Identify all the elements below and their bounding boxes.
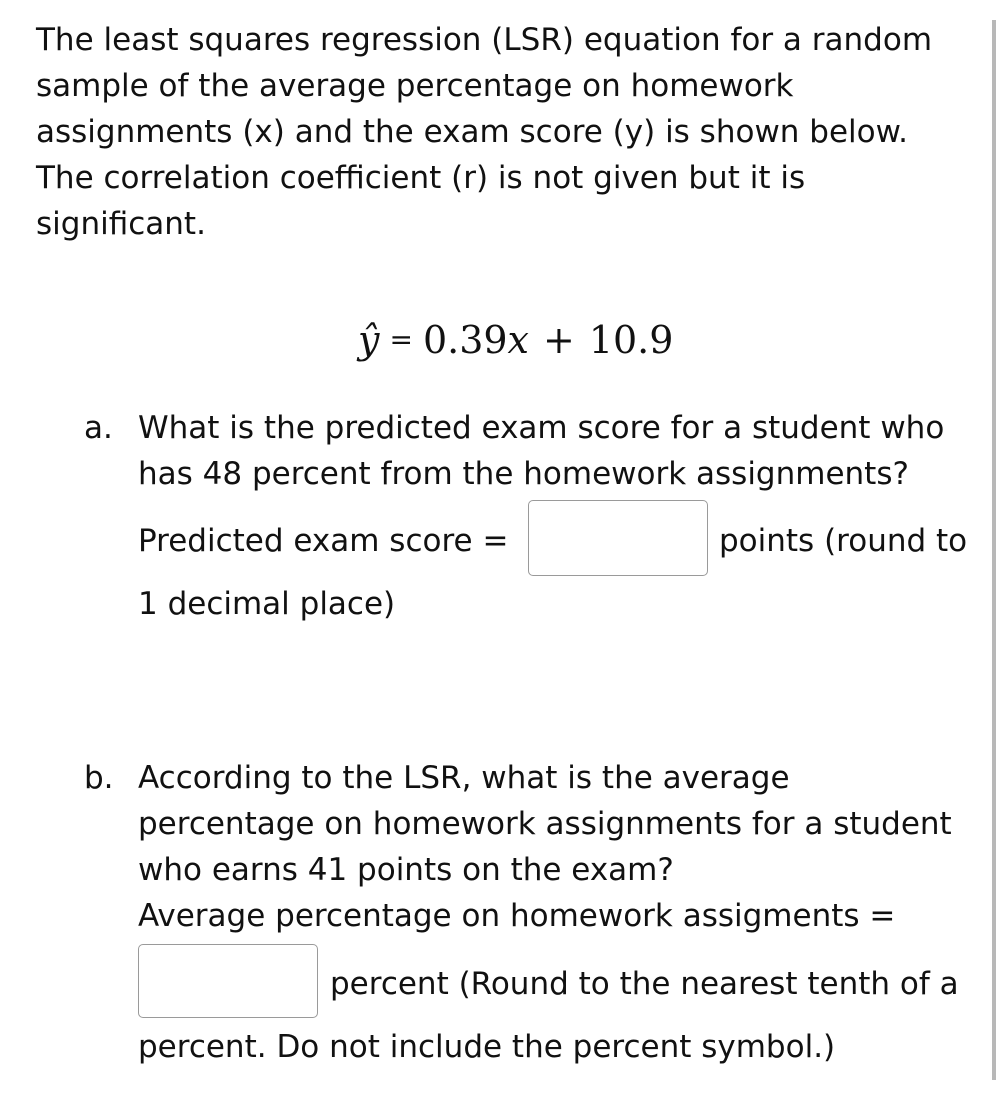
part-b-question-line-3: who earns 41 points on the exam? — [138, 852, 674, 888]
equation-slope: 0.39 — [422, 318, 508, 362]
part-a-marker: a. — [84, 410, 113, 446]
part-a-answer-suffix-2: 1 decimal place) — [138, 586, 396, 622]
part-a-answer-suffix: points (round to — [719, 523, 968, 559]
intro-line-4: The correlation coefficient (r) is not given but it is — [36, 160, 806, 196]
part-b-marker: b. — [84, 760, 114, 796]
equation-lhs: ŷ — [358, 318, 380, 362]
equation-equals: = — [389, 323, 413, 356]
part-a-answer-label: Predicted exam score = — [138, 523, 509, 559]
intro-line-3: assignments (x) and the exam score (y) is shown below. — [36, 114, 908, 150]
part-b-answer-suffix-2: percent. Do not include the percent symbol.) — [138, 1029, 836, 1065]
equation-intercept: 10.9 — [588, 318, 674, 362]
regression-equation — [358, 318, 673, 362]
part-b-question-line-1: According to the LSR, what is the average — [138, 760, 790, 796]
part-b-answer-suffix: percent (Round to the nearest tenth of a — [330, 966, 959, 1002]
equation-plus: + — [542, 318, 575, 362]
intro-line-1: The least squares regression (LSR) equation for a random — [36, 22, 933, 58]
intro-line-2: sample of the average percentage on homework — [36, 68, 794, 104]
vertical-scrollbar[interactable] — [992, 20, 996, 1080]
part-a-question-line-2: has 48 percent from the homework assignments? — [138, 456, 909, 492]
part-a-question-line-1: What is the predicted exam score for a student who — [138, 410, 945, 446]
equation-variable: x — [507, 318, 529, 362]
part-b-answer-label: Average percentage on homework assigments = — [138, 898, 896, 934]
part-a-answer-input[interactable] — [528, 500, 708, 576]
intro-line-5: significant. — [36, 206, 206, 242]
part-b-answer-input[interactable] — [138, 944, 318, 1018]
part-b-question-line-2: percentage on homework assignments for a student — [138, 806, 952, 842]
